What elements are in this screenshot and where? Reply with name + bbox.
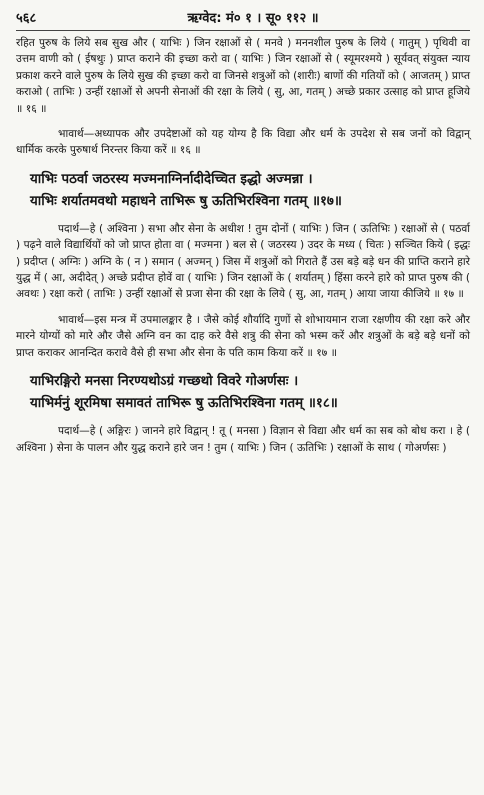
book-title: ऋग्वेद: मं० १ । सू० ११२ ॥ [187,11,319,26]
mantra-17-line-2: याभिः शर्यातमवथो महाधने ताभिरू षु ऊतिभिरश्विना गतम् ॥१७॥ [30,192,342,209]
mantra-17-line-1: याभिः पठर्वा जठरस्य मज्मनाग्निर्नादीदेच्चित इद्धो अज्मन्ना । [30,170,313,187]
padartha-18: पदार्थ—हे ( अङ्गिरः ) जानने हारे विद्वान् ! तू ( मनसा ) विज्ञान से विद्या और धर्म का सब को बोध करा । हे ( अश्विना ) सेना के पालन और युद्ध कराने हारे जन ! तुम ( याभिः ) जिन ( ऊतिभिः ) रक्षाओं के साथ ( गोअर्णसः ) [16,425,470,454]
bhavartha-16: भावार्थ—अध्यापक और उपदेष्टाओं को यह योग्य है कि विद्या और धर्म के उपदेश से सब जनों को विद्वान् धार्मिक करके पुरुषार्थ निरन्तर किया करें ॥ १६ ॥ [16,128,470,157]
running-header [16,8,470,31]
paragraph-continued: रहित पुरुष के लिये सब सुख और ( याभिः ) जिन रक्षाओं से ( मनवे ) मननशील पुरुष के लिये ( गातुम् ) पृथिवी वा उत्तम वाणी को ( ईषथुः ) प्राप्त कराने की इच्छा करो वा ( याभिः ) जिन रक्षाओं से ( स्यूमरश्मये ) सूर्यवत् संयुक्त न्याय प्रकाश करने वाले पुरुष के लिये सुख की इच्छा करो वा जिनसे शत्रुओं को (शारीः) बाणों की गतियों को ( आजतम् ) प्राप्त कराओ ( ताभिः ) उन्हीं रक्षाओं से अपनी सेनाओं की रक्षा के लिये ( सु, आ, गतम् ) अच्छे प्रकार उत्साह को प्राप्त हूजिये ॥ १६ ॥ [16,37,470,115]
page-number: ५६८ [16,11,37,26]
mantra-18-line-2: याभिर्मनुं शूरमिषा समावतं ताभिरू षु ऊतिभिरश्विना गतम् ॥१८॥ [30,395,338,412]
padartha-17: पदार्थ—हे ( अश्विना ) सभा और सेना के अधीश ! तुम दोनों ( याभिः ) जिन ( ऊतिभिः ) रक्षाओं से ( पठर्वा ) पढ़ने वाले विद्यार्थियों को जो प्राप्त होता वा ( मज्मना ) बल से ( जठरस्य ) उदर के मध्य ( चितः ) सञ्चित किये ( इद्धः ) प्रदीप्त ( अग्निः ) अग्नि के ( न ) समान ( अज्मन् ) जिस में शत्रुओं को गिराते हैं उस बड़े बड़े धन की प्राप्ति कराने हारे युद्ध में ( आ, अदीदेत् ) अच्छे प्रदीप्त होवें वा ( याभिः ) जिन रक्षाओं के ( शर्यातम् ) हिंसा करने हारे को प्राप्त पुरुष की ( अवथः ) रक्षा करो ( ताभिः ) उन्हीं रक्षाओं से प्रजा सेना की रक्षा के लिये ( सु, आ, गतम् ) आया जाया कीजिये ॥ १७ ॥ [16,222,470,301]
bhavartha-17: भावार्थ—इस मन्त्र में उपमालङ्कार है । जैसे कोई शौर्यादि गुणों से शोभायमान राजा रक्षणीय की रक्षा करे और मारने योग्यों को मारे और जैसे अग्नि वन का दाह करे वैसे शत्रु की सेना को भस्म करें और शत्रुओं के बड़े बड़े धनों को प्राप्त कराकर आनन्दित करावे वैसे ही सभा और सेना के पति काम किया करें ॥ १७ ॥ [16,313,470,359]
mantra-18-line-1: याभिरङ्गिरो मनसा निरण्यथोऽग्रं गच्छथो विवरे गोअर्णसः । [30,373,299,390]
